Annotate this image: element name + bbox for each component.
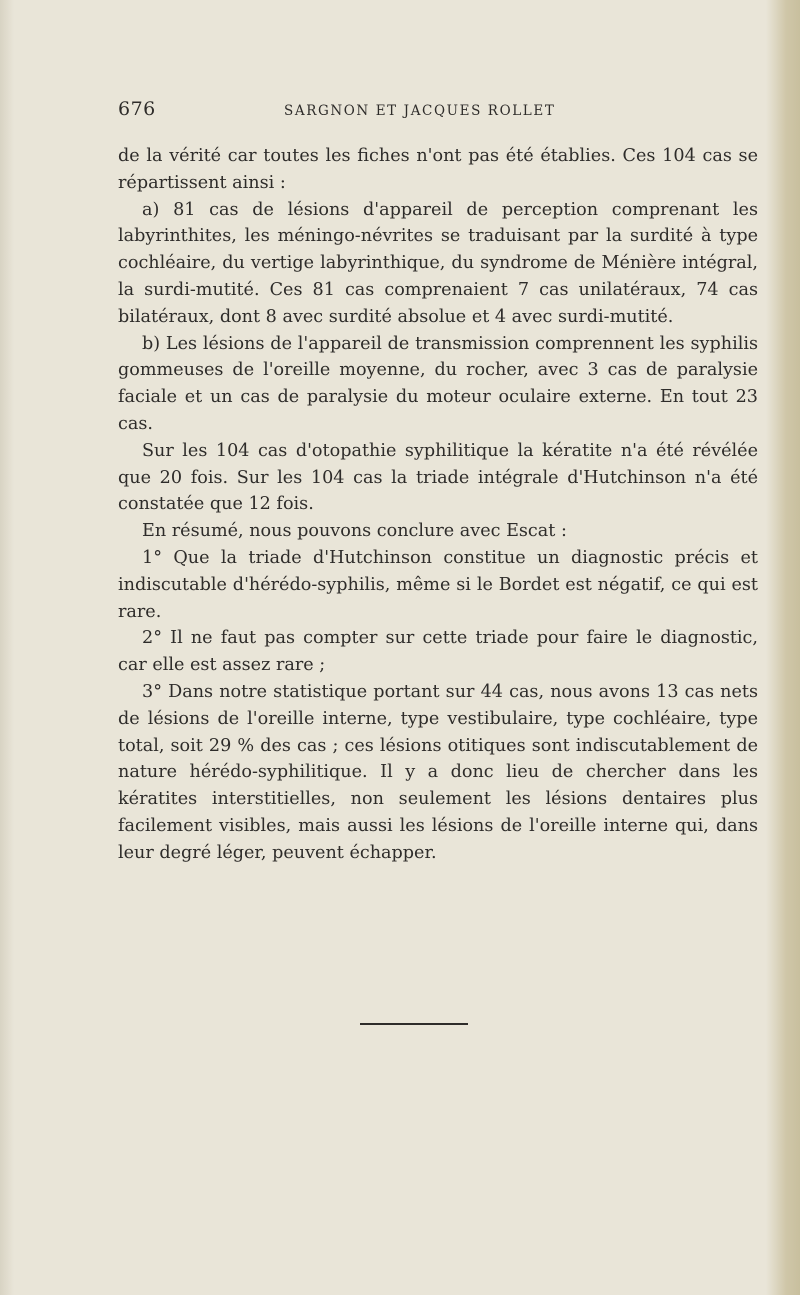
section-end-rule xyxy=(360,1023,468,1025)
page-number: 676 xyxy=(118,98,156,120)
page-left-edge xyxy=(0,0,14,1295)
page-header xyxy=(118,98,758,128)
paragraph-conclusion-1: 1° Que la triade d'Hutchinson constitue un diagnostic précis et indiscutable d'hérédo-syphilis, même si le Bordet est négatif, ce qui est rare. xyxy=(118,547,758,622)
paragraph-continuation: de la vérité car toutes les fiches n'ont pas été établies. Ces 104 cas se répartissent ainsi : xyxy=(118,146,758,193)
paragraph-summary-intro: En résumé, nous pouvons conclure avec Escat : xyxy=(142,521,567,542)
body-text xyxy=(118,143,758,867)
running-head: SARGNON ET JACQUES ROLLET xyxy=(284,103,556,119)
page-right-edge xyxy=(766,0,800,1295)
paragraph-conclusion-3: 3° Dans notre statistique portant sur 44 cas, nous avons 13 cas nets de lésions de l'oreille interne, type vestibulaire, type cochléaire, type total, soit 29 % des cas ; ces lésions otitiques sont indiscutablement de nature hérédo-syphilitique. Il y a donc lieu de chercher dans les kératites interstitielles, non seulement les lésions dentaires plus facilement visibles, mais aussi les lésions de l'oreille interne qui, dans leur degré léger, peuvent échapper. xyxy=(118,681,758,863)
paragraph-conclusion-2: 2° Il ne faut pas compter sur cette triade pour faire le diagnostic, car elle est assez rare ; xyxy=(118,628,758,676)
paragraph-item-a: a) 81 cas de lésions d'appareil de perception comprenant les labyrinthites, les méningo-névrites se traduisant par la surdité à type cochléaire, du vertige labyrinthique, du syndrome de Ménière intégral, la surdi-mutité. Ces 81 cas comprenaient 7 cas unilatéraux, 74 cas bilatéraux, dont 8 avec surdité absolue et 4 avec surdi-mutité. xyxy=(118,199,758,327)
paragraph-item-b: b) Les lésions de l'appareil de transmission comprennent les syphilis gommeuses de l'oreille moyenne, du rocher, avec 3 cas de paralysie faciale et un cas de paralysie du moteur oculaire externe. En tout 23 cas. xyxy=(118,333,758,434)
paragraph-keratitis: Sur les 104 cas d'otopathie syphilitique la kératite n'a été révélée que 20 fois. Sur les 104 cas la triade intégrale d'Hutchinson n'a été constatée que 12 fois. xyxy=(118,440,758,515)
